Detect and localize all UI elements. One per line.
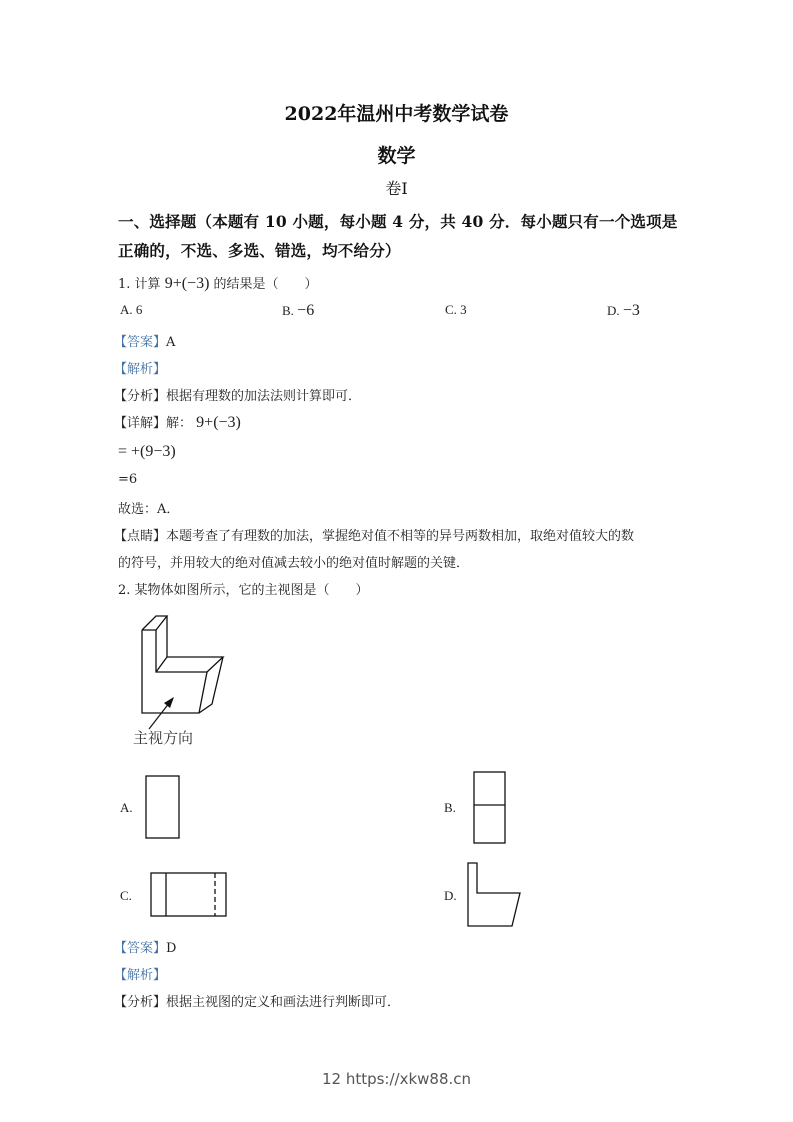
xiangjie-prefix: 解： — [166, 416, 193, 431]
section-instructions-line2: 正确的，不选、多选、错选，均不给分） — [118, 241, 401, 260]
fenxi-text: 根据有理数的加法法则计算即可． — [166, 389, 362, 404]
q1-dianjing-line2: 的符号，并用较大的绝对值减去较小的绝对值时解题的关键． — [118, 556, 470, 571]
option-value: −3 — [622, 302, 640, 319]
question-2-stem: 2. 某物体如图所示，它的主视图是（ ） — [118, 583, 369, 598]
option-value: 6 — [135, 302, 143, 317]
answer-value: A — [166, 335, 176, 350]
q2-option-a-label: A. — [120, 800, 133, 815]
answer-value: D — [166, 941, 177, 956]
xiangjie-step-3: =6 — [118, 472, 138, 487]
q2-option-d-label: D. — [444, 888, 457, 903]
xiangjie-step-2: = +(9−3) — [118, 443, 176, 460]
answer-label: 【答案】 — [114, 335, 167, 350]
fenxi-label: 【分析】 — [114, 389, 167, 404]
xiangjie-step-1: 9+(−3) — [196, 414, 241, 431]
analysis-label: 【解析】 — [114, 362, 167, 377]
option-label: C. — [445, 302, 461, 317]
option-label: D. — [607, 303, 623, 318]
subject-heading: 数学 — [377, 145, 416, 167]
page-footer: 12 https://xkw88.cn — [321, 1070, 472, 1088]
option-value: −6 — [297, 302, 315, 319]
option-label: A. — [120, 302, 136, 317]
option-a-figure — [146, 776, 179, 838]
q1-choose: 故选：A． — [118, 502, 180, 517]
volume-heading: 卷I — [385, 179, 408, 198]
option-d-figure — [468, 863, 520, 926]
fenxi-label: 【分析】 — [114, 995, 167, 1010]
option-c-figure — [151, 873, 226, 916]
fenxi-text: 根据主视图的定义和画法进行判断即可． — [166, 995, 401, 1010]
option-b-figure — [474, 772, 505, 843]
dianjing-label: 【点睛】 — [114, 529, 167, 544]
question-1-suffix: 的结果是（ ） — [213, 277, 318, 292]
exam-title: 2022年温州中考数学试卷 — [284, 103, 509, 125]
q2-option-c-label: C. — [120, 888, 132, 903]
answer-label: 【答案】 — [114, 941, 167, 956]
section-instructions-line1: 一、选择题（本题有 10 小题，每小题 4 分，共 40 分．每小题只有一个选项是 — [118, 212, 678, 231]
3d-object-figure — [142, 616, 223, 713]
option-value: 3 — [460, 302, 467, 317]
option-label: B. — [282, 303, 298, 318]
question-1-math: 9+(−3) — [164, 275, 210, 292]
q2-analysis-heading — [114, 964, 166, 983]
xiangjie-label: 【详解】 — [114, 416, 167, 431]
q2-option-b-label: B. — [444, 800, 456, 815]
q2-fenxi — [114, 991, 400, 1010]
dianjing-text: 本题考查了有理数的加法，掌握绝对值不相等的异号两数相加，取绝对值较大的数 — [166, 529, 635, 544]
question-1-prefix: 1. 计算 — [118, 277, 161, 292]
q2-answer — [114, 937, 176, 956]
view-direction-label: 主视方向 — [133, 729, 194, 747]
analysis-label: 【解析】 — [114, 968, 167, 983]
